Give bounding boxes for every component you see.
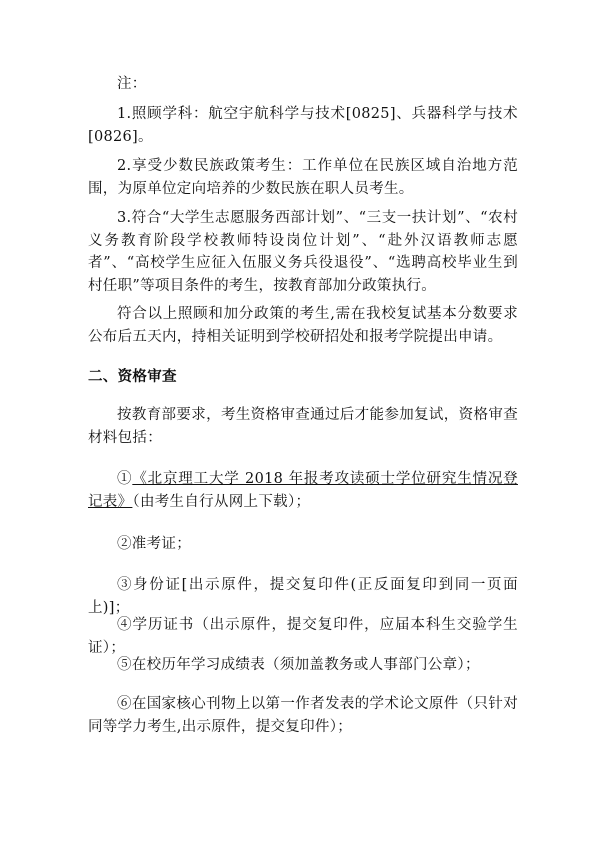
material-item-3: ③身份证[出示原件，提交复印件(正反面复印到同一页面上)]； bbox=[88, 577, 518, 616]
material-item-2: ②准考证； bbox=[117, 536, 191, 552]
material-note: （由考生自行从网上下载）； bbox=[132, 493, 311, 510]
material-item-6: ⑥在国家核心刊物上以第一作者发表的学术论文原件（只针对同等学力考生,出示原件，提交复印件）； bbox=[88, 696, 518, 735]
note-item-2: 2.享受少数民族政策考生：工作单位在民族区域自治地方范围，为原单位定向培养的少数民族在职人员考生。 bbox=[88, 158, 518, 197]
material-item-1 bbox=[88, 468, 518, 513]
note-item-1: 1.照顾学科：航空宇航科学与技术[0825]、兵器科学与技术[0826]。 bbox=[88, 106, 518, 145]
notes-label: 注： bbox=[117, 76, 147, 92]
material-number: ① bbox=[117, 471, 133, 487]
notes-summary: 符合以上照顾和加分政策的考生,需在我校复试基本分数要求公布后五天内，持相关证明到学校研招处和报考学院提出申请。 bbox=[88, 306, 518, 345]
section-heading: 二、资格审查 bbox=[88, 369, 177, 385]
section-intro: 按教育部要求，考生资格审查通过后才能参加复试，资格审查材料包括： bbox=[88, 407, 518, 446]
material-item-5: ⑤在校历年学习成绩表（须加盖教务或人事部门公章）； bbox=[117, 657, 480, 673]
registration-form-title: 《北京理工大学 2018 年报考攻读硕士学位研究生情况登记表》 bbox=[88, 471, 518, 510]
material-item-4: ④学历证书（出示原件，提交复印件，应届本科生交验学生证）； bbox=[88, 617, 518, 656]
note-item-3: 3.符合“大学生志愿服务西部计划”、“三支一扶计划”、“农村义务教育阶段学校教师特设岗位计划”、“赴外汉语教师志愿者”、“高校学生应征入伍服义务兵役退役”、“选聘高校毕业生到村任职”等项目条件的考生，按教育部加分政策执行。 bbox=[88, 210, 518, 294]
